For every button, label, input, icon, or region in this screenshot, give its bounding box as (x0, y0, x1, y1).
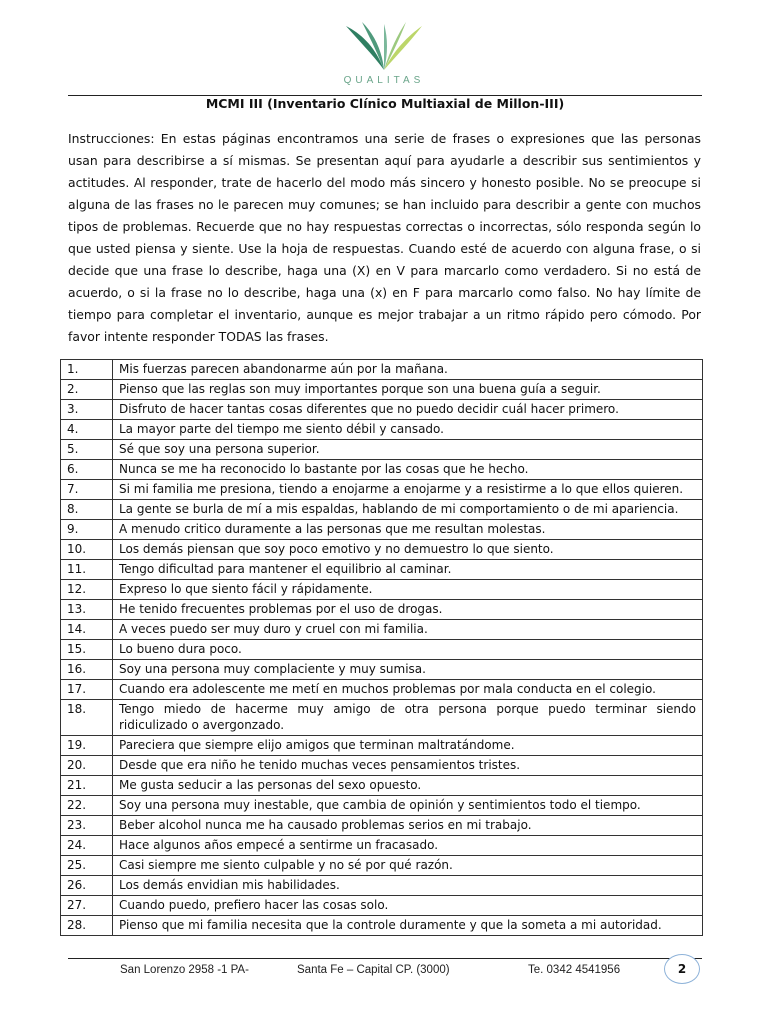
item-number: 16. (61, 660, 113, 680)
item-text: Pienso que las reglas son muy importantes porque son una buena guía a seguir. (113, 380, 703, 400)
item-text: Pareciera que siempre elijo amigos que terminan maltratándome. (113, 736, 703, 756)
item-text: La mayor parte del tiempo me siento débil y cansado. (113, 420, 703, 440)
item-text: A menudo critico duramente a las personas que me resultan molestas. (113, 520, 703, 540)
table-row (61, 620, 703, 640)
table-row (61, 736, 703, 756)
table-row (61, 580, 703, 600)
item-number: 14. (61, 620, 113, 640)
item-number: 1. (61, 360, 113, 380)
table-row (61, 400, 703, 420)
item-number: 5. (61, 440, 113, 460)
table-row (61, 916, 703, 936)
item-text: Soy una persona muy complaciente y muy sumisa. (113, 660, 703, 680)
items-table (60, 359, 703, 936)
table-row (61, 856, 703, 876)
item-number: 25. (61, 856, 113, 876)
footer-city: Santa Fe – Capital CP. (3000) (297, 964, 450, 976)
item-number: 23. (61, 816, 113, 836)
logo-text: QUALITAS (343, 75, 425, 86)
item-text: Los demás envidian mis habilidades. (113, 876, 703, 896)
item-text: A veces puedo ser muy duro y cruel con mi familia. (113, 620, 703, 640)
item-text: Si mi familia me presiona, tiendo a enojarme a enojarme y a resistirme a lo que ellos quieren. (113, 480, 703, 500)
table-row (61, 540, 703, 560)
instructions-text: Instrucciones: En estas páginas encontramos una serie de frases o expresiones que las personas usan para describirse a sí mismas. Se presentan aquí para ayudarle a describir sus sentimientos y actitudes. Al responder, trate de hacerlo del modo más sincero y honesto posible. No se preocupe si alguna de las frases no le parecen muy comunes; se han incluido para describir a gente con muchos tipos de problemas. Recuerde que no hay respuestas correctas o incorrectas, sólo responda según lo que usted piensa y siente. Use la hoja de respuestas. Cuando esté de acuerdo con alguna frase, o si decide que una frase lo describe, haga una (X) en V para marcarlo como verdadero. Si no está de acuerdo, o si la frase no lo describe, haga una (x) en F para marcarlo como falso. No hay límite de tiempo para completar el inventario, aunque es mejor trabajar a un ritmo rápido pero cómodo. Por favor intente responder TODAS las frases. (68, 131, 701, 344)
table-row (61, 776, 703, 796)
item-number: 11. (61, 560, 113, 580)
table-row (61, 360, 703, 380)
item-number: 8. (61, 500, 113, 520)
table-row (61, 520, 703, 540)
item-text: Beber alcohol nunca me ha causado problemas serios en mi trabajo. (113, 816, 703, 836)
table-row (61, 560, 703, 580)
item-text: Casi siempre me siento culpable y no sé por qué razón. (113, 856, 703, 876)
item-number: 27. (61, 896, 113, 916)
page-number-badge (664, 954, 700, 984)
item-number: 7. (61, 480, 113, 500)
item-number: 17. (61, 680, 113, 700)
item-number: 24. (61, 836, 113, 856)
table-row (61, 600, 703, 620)
item-text: He tenido frecuentes problemas por el uso de drogas. (113, 600, 703, 620)
item-text: Tengo miedo de hacerme muy amigo de otra persona porque puedo terminar siendo ridiculizado o avergonzado. (113, 700, 703, 736)
item-text: Soy una persona muy inestable, que cambia de opinión y sentimientos todo el tiempo. (113, 796, 703, 816)
table-row (61, 796, 703, 816)
table-row (61, 480, 703, 500)
item-number: 22. (61, 796, 113, 816)
footer-divider (68, 958, 702, 959)
document-title: MCMI III (Inventario Clínico Multiaxial de Millon-III) (205, 96, 565, 111)
item-number: 13. (61, 600, 113, 620)
item-number: 2. (61, 380, 113, 400)
item-text: Expreso lo que siento fácil y rápidamente. (113, 580, 703, 600)
table-row (61, 896, 703, 916)
footer-phone: Te. 0342 4541956 (528, 964, 621, 976)
item-number: 12. (61, 580, 113, 600)
item-text: Hace algunos años empecé a sentirme un fracasado. (113, 836, 703, 856)
item-number: 6. (61, 460, 113, 480)
instructions-block (68, 128, 701, 348)
table-row (61, 640, 703, 660)
table-row (61, 756, 703, 776)
table-row (61, 380, 703, 400)
table-row (61, 420, 703, 440)
item-number: 3. (61, 400, 113, 420)
item-text: Los demás piensan que soy poco emotivo y no demuestro lo que siento. (113, 540, 703, 560)
item-text: Pienso que mi familia necesita que la controle duramente y que la someta a mi autoridad. (113, 916, 703, 936)
item-text: Lo bueno dura poco. (113, 640, 703, 660)
item-text: La gente se burla de mí a mis espaldas, hablando de mi comportamiento o de mi apariencia. (113, 500, 703, 520)
item-number: 19. (61, 736, 113, 756)
table-row (61, 500, 703, 520)
table-row (61, 816, 703, 836)
item-number: 28. (61, 916, 113, 936)
items-table-body (61, 360, 703, 936)
item-number: 4. (61, 420, 113, 440)
item-text: Desde que era niño he tenido muchas veces pensamientos tristes. (113, 756, 703, 776)
item-number: 20. (61, 756, 113, 776)
item-text: Tengo dificultad para mantener el equilibrio al caminar. (113, 560, 703, 580)
item-text: Mis fuerzas parecen abandonarme aún por la mañana. (113, 360, 703, 380)
item-number: 18. (61, 700, 113, 736)
table-row (61, 460, 703, 480)
page-number: 2 (677, 962, 687, 976)
item-number: 15. (61, 640, 113, 660)
table-row (61, 700, 703, 736)
item-number: 26. (61, 876, 113, 896)
table-row (61, 660, 703, 680)
item-number: 10. (61, 540, 113, 560)
item-text: Disfruto de hacer tantas cosas diferentes que no puedo decidir cuál hacer primero. (113, 400, 703, 420)
qualitas-logo (0, 20, 768, 86)
item-number: 21. (61, 776, 113, 796)
table-row (61, 440, 703, 460)
item-text: Nunca se me ha reconocido lo bastante por las cosas que he hecho. (113, 460, 703, 480)
footer-address: San Lorenzo 2958 -1 PA- (120, 964, 249, 976)
item-text: Cuando puedo, prefiero hacer las cosas solo. (113, 896, 703, 916)
table-row (61, 680, 703, 700)
table-row (61, 836, 703, 856)
item-text: Cuando era adolescente me metí en muchos problemas por mala conducta en el colegio. (113, 680, 703, 700)
item-number: 9. (61, 520, 113, 540)
item-text: Sé que soy una persona superior. (113, 440, 703, 460)
table-row (61, 876, 703, 896)
item-text: Me gusta seducir a las personas del sexo opuesto. (113, 776, 703, 796)
leaf-logo-icon (344, 20, 424, 72)
